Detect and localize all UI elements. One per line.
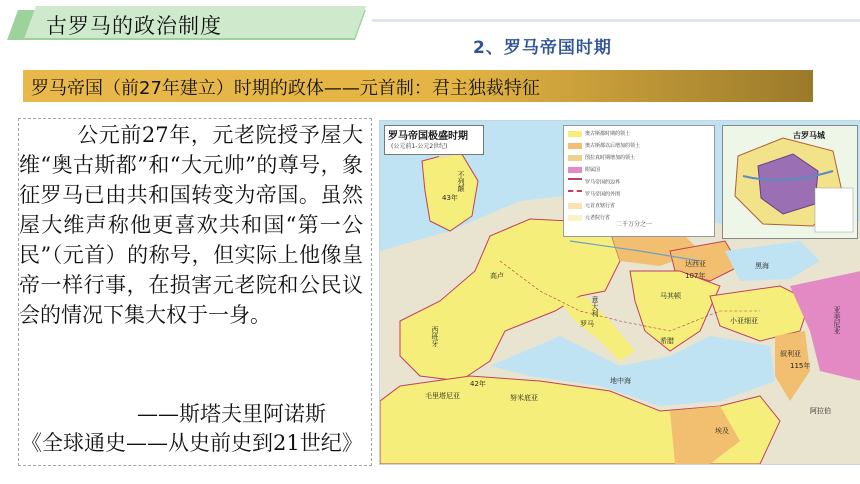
legend-item: 罗马帝国的边界 xyxy=(568,178,620,187)
sea-label: 黑海 xyxy=(755,262,769,270)
place-label: 亚美尼亚 xyxy=(833,306,841,334)
legend-item: 奥古斯都以后增加的领土 xyxy=(568,142,640,151)
map-scale: 二千万分之一 xyxy=(616,221,653,228)
section-tab xyxy=(18,6,370,42)
banner-text: 罗马帝国（前27年建立）时期的政体——元首制：君主独裁特征 xyxy=(31,78,540,99)
place-label: 西班牙 xyxy=(431,326,439,347)
rome-city-drawing xyxy=(723,126,857,238)
place-label: 叙利亚 xyxy=(780,350,801,358)
legend-swatch xyxy=(568,190,582,198)
place-label: 希腊 xyxy=(660,337,674,345)
place-label: 阿拉伯 xyxy=(810,407,831,415)
place-label: 努米底亚 xyxy=(510,394,538,402)
legend-item: 附属国 xyxy=(568,166,600,175)
legend-item: 图拉真时期增加的领土 xyxy=(568,154,635,163)
place-label: 意大利 xyxy=(591,296,599,317)
legend-swatch xyxy=(568,143,582,149)
tab-title: 古罗马的政治制度 xyxy=(46,14,222,38)
place-label: 小亚细亚 xyxy=(730,317,758,325)
inset-title: 古罗马城 xyxy=(793,131,825,140)
place-label: 高卢 xyxy=(490,272,504,280)
year-label: 43年 xyxy=(442,194,458,202)
map-title: 罗马帝国极盛时期 xyxy=(388,131,468,142)
legend-item: 元老院行省 xyxy=(568,214,610,223)
legend-swatch xyxy=(568,131,582,137)
quote-body: 公元前27年，元老院授予屋大维“奥古斯都”和“大元帅”的尊号，象征罗马已由共和国转变为帝国。虽然屋大维声称他更喜欢共和国“第一公民”（元首）的称号，但实际上他像皇帝一样行事，在损害元老院和公民议会的情况下集大权于一身。 xyxy=(19,123,363,327)
header-divider xyxy=(372,19,860,22)
legend-swatch xyxy=(568,167,582,173)
roman-empire-map xyxy=(379,120,860,465)
sea-label: 地中海 xyxy=(610,377,631,385)
section-heading: 2、罗马帝国时期 xyxy=(473,38,612,58)
quote-attribution: ——斯塔夫里阿诺斯 xyxy=(137,402,326,426)
legend-item: 罗马帝国的外围 xyxy=(568,190,620,199)
place-label: 马其顿 xyxy=(660,292,681,300)
year-label: 115年 xyxy=(790,362,811,370)
place-label: 毛里塔尼亚 xyxy=(425,392,460,400)
map-subtitle: (公元前1-公元2世纪) xyxy=(391,143,448,150)
place-label: 不列颠 xyxy=(457,171,465,192)
quote-source: 《全球通史——从史前史到21世纪》 xyxy=(21,431,363,455)
legend-swatch xyxy=(568,203,582,209)
rome-city-inset xyxy=(722,125,858,239)
map-title-box xyxy=(384,125,484,155)
quote-box xyxy=(18,118,372,466)
legend-swatch xyxy=(568,178,582,186)
legend-swatch xyxy=(568,215,582,221)
legend-item: 奥古斯都时期的领土 xyxy=(568,130,630,139)
place-label: 埃及 xyxy=(715,427,729,435)
place-label: 罗马 xyxy=(580,320,594,328)
place-label: 达西亚 xyxy=(685,260,706,268)
legend-swatch xyxy=(568,155,582,161)
year-label: 42年 xyxy=(470,380,486,388)
year-label: 107年 xyxy=(685,272,706,280)
topic-banner xyxy=(23,70,813,102)
legend-item: 元首直辖行省 xyxy=(568,202,615,211)
